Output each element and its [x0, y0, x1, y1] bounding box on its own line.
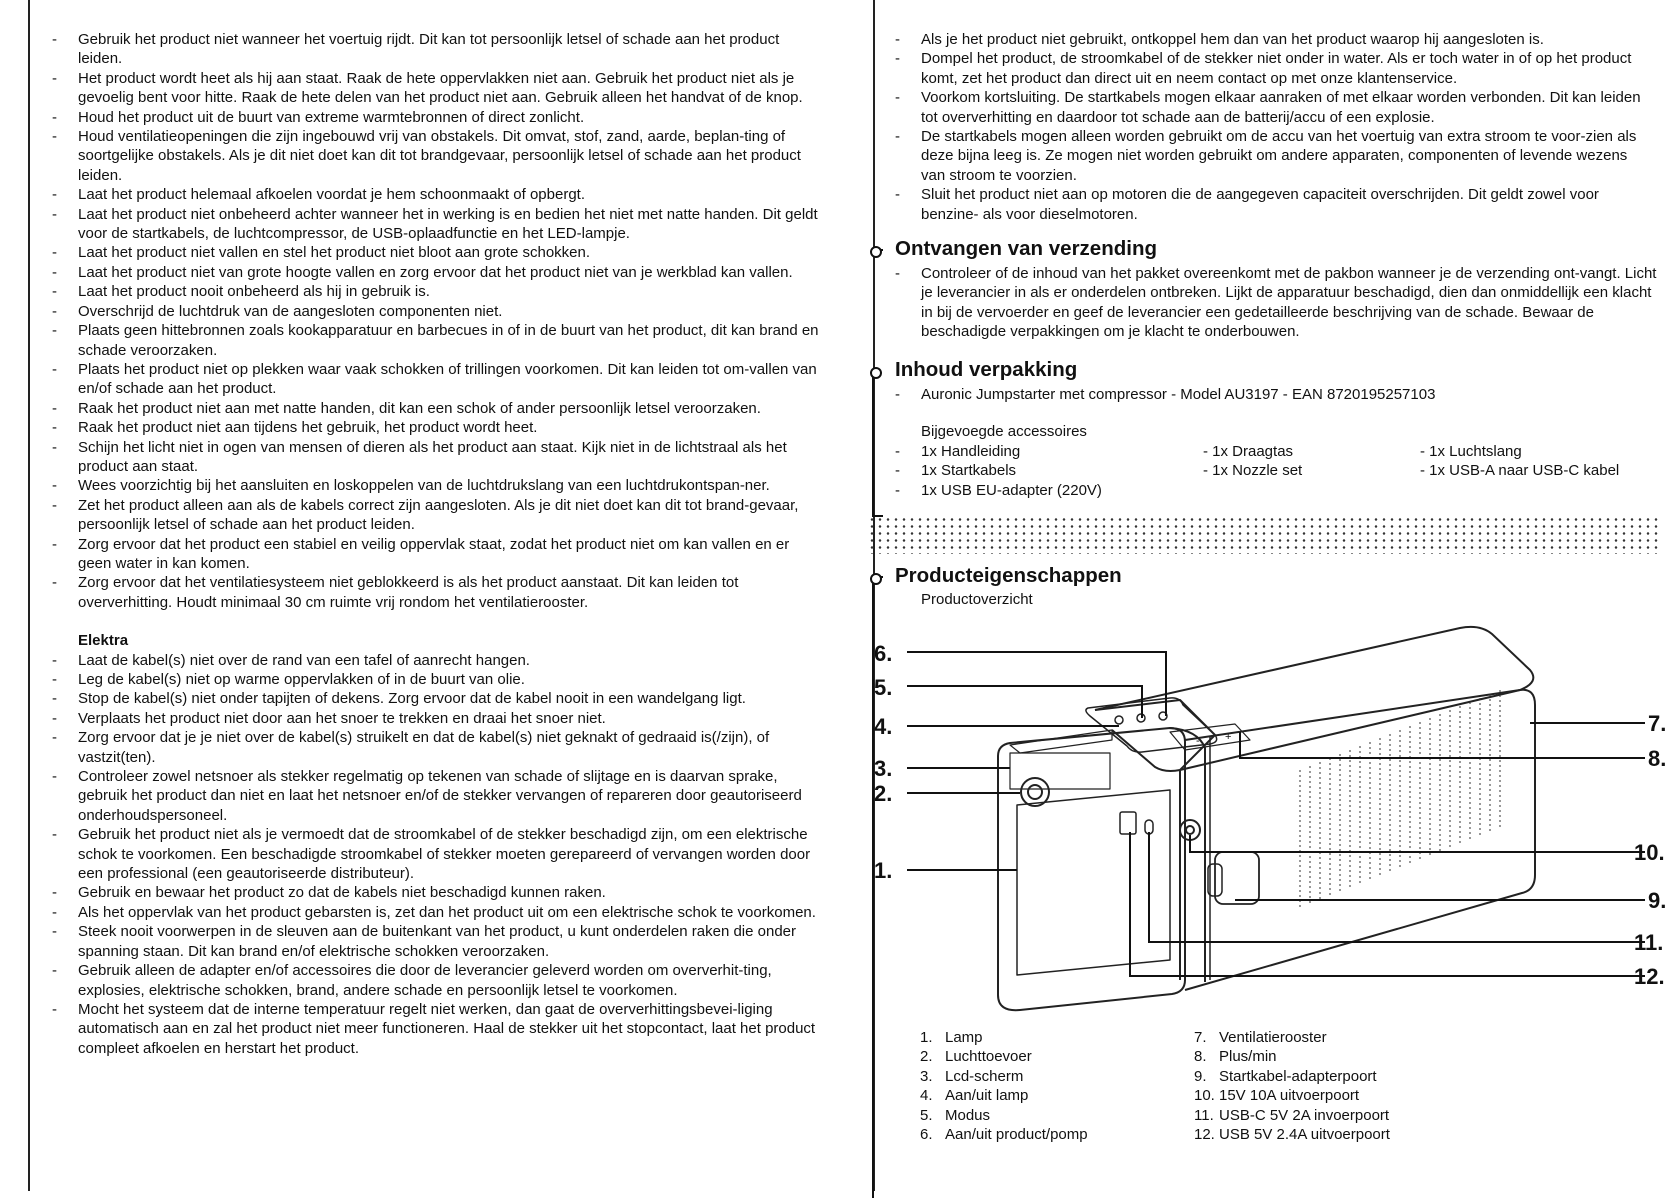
accessoires-col1	[895, 442, 1102, 500]
legend-item	[920, 1028, 1088, 1047]
safety-item-text: Zorg ervoor dat het ventilatiesysteem niet geblokkeerd is als het product aanstaat. Dit kan leiden tot oververhitting. Houdt minimaal 30 cm ruimte vrij rondom het ventilatierooster.	[78, 574, 739, 611]
bullet-dash: -	[895, 442, 900, 460]
callout-2: 2.	[874, 781, 893, 806]
bullet-dash: -	[52, 535, 57, 553]
elektra-item	[52, 651, 822, 670]
legend-number: 9.	[1194, 1067, 1207, 1085]
inhoud-main: - Auronic Jumpstarter met compressor - Model AU3197 - EAN 8720195257103	[895, 386, 1436, 403]
safety-item	[52, 418, 822, 437]
callout-1: 1.	[874, 858, 893, 883]
bullet-dash: -	[52, 186, 57, 204]
accessoires-title: Bijgevoegde accessoires	[921, 423, 1087, 441]
legend-number: 3.	[920, 1067, 933, 1085]
elektra-item-text: Leg de kabel(s) niet op warme oppervlakken of in de buurt van olie.	[78, 671, 525, 688]
elektra-item-text: Controleer zowel netsnoer als stekker regelmatig op tekenen van schade of slijtage en is daarvan sprake, gebruik het product dan niet en laat het netsnoer en/of de stekker vervangen of repareren door geautoriseerd onderhoudspersoneel.	[78, 768, 802, 824]
safety-item-text: Schijn het licht niet in ogen van mensen of dieren als het product aan staat. Kijk niet in de lichtstraal als het product aan staat.	[78, 438, 787, 475]
safety-item-text: Laat het product niet van grote hoogte vallen en zorg ervoor dat het product niet van je werkblad kan vallen.	[78, 263, 793, 281]
safety-item	[895, 30, 1655, 49]
legend-number: 5.	[920, 1106, 933, 1124]
safety-item-text: Voorkom kortsluiting. De startkabels mogen elkaar aanraken of met elkaar worden verbonden. Dit kan leiden tot oververhitting en daardoor tot schade aan de batterij/accu of een explosie.	[921, 89, 1641, 126]
bullet-dash: -	[52, 360, 57, 378]
safety-item	[52, 476, 822, 495]
bullet-dash: -	[52, 690, 57, 708]
elektra-item	[52, 670, 822, 689]
legend-number: 7.	[1194, 1029, 1207, 1046]
section-marker-icon	[870, 246, 882, 258]
safety-item-text: De startkabels mogen alleen worden gebruikt om de accu van het voertuig van extra stroom te voor-zien als deze bijna leeg is. Ze mogen niet worden gebruikt om andere apparaten, componenten of levende wezens van stroom te voorzien.	[921, 128, 1637, 184]
bullet-dash: -	[895, 462, 900, 480]
bullet-dash: -	[895, 128, 900, 146]
safety-item	[52, 573, 822, 612]
elektra-item	[52, 961, 822, 1000]
safety-item-text: Laat het product niet onbeheerd achter wanneer het in werking is en bedien het niet met natte handen. Dit geldt voor de startkabels, de luchtcompressor, de USB-oplaadfunctie en het LED-lampje.	[78, 205, 818, 243]
callout-12: 12.	[1634, 964, 1665, 989]
product-diagram	[874, 620, 1670, 1020]
elektra-item	[52, 709, 822, 728]
legend-number: 10.	[1194, 1087, 1215, 1105]
legend-item	[1194, 1067, 1390, 1086]
producteigenschappen-title: Producteigenschappen	[895, 564, 1122, 587]
bullet-dash: -	[895, 31, 900, 48]
legend-number: 6.	[920, 1126, 933, 1144]
bullet-dash: -	[52, 302, 57, 320]
bullet-dash: -	[52, 128, 57, 146]
accessory-text: 1x Startkabels	[921, 462, 1017, 480]
bullet-dash: -	[52, 884, 57, 902]
accessoires-col3	[1420, 442, 1619, 481]
safety-item	[52, 69, 822, 108]
safety-item	[52, 127, 822, 185]
legend-item	[1194, 1125, 1390, 1144]
elektra-item	[52, 689, 822, 708]
left-column	[52, 30, 822, 1058]
safety-item-text: Dompel het product, de stroomkabel of de stekker niet onder in water. Als er toch water in of op het product komt, zet het product dan direct uit en neem contact op met onze klantenservice.	[921, 50, 1632, 87]
section-inhoud	[875, 357, 1655, 502]
elektra-item	[52, 883, 822, 902]
elektra-item-text: Mocht het systeem dat de interne temperatuur regelt niet werken, dan gaat de oververhittingsbevei-liging automatisch aan en zal het product niet meer functioneren. Haal de stekker uit het stopcontact, laat het product compleet afkoelen en herstart het product.	[78, 1000, 816, 1057]
safety-item	[52, 321, 822, 360]
callout-4: 4.	[874, 714, 893, 739]
bullet-dash: -	[52, 709, 57, 727]
safety-item-text: Houd ventilatieopeningen die zijn ingebouwd vrij van obstakels. Dit omvat, stof, zand, aarde, beplan-ting of soortgelijke obstakels. Als je dit niet doet kan dit tot brandgevaar, persoonlijk letsel of schade aan het product leiden.	[78, 128, 801, 184]
accessory-item	[895, 442, 1102, 461]
callout-7: 7.	[1648, 711, 1667, 736]
bullet-dash: -	[52, 31, 57, 48]
legend-number: 11.	[1194, 1106, 1214, 1124]
legend-label: Aan/uit lamp	[945, 1087, 1029, 1105]
section-marker-icon	[870, 367, 882, 379]
bullet-dash: -	[52, 768, 57, 786]
ontvangen-text: - Controleer of de inhoud van het pakket overeenkomt met de pakbon wanneer je de verzending ont-vangt. Licht je leverancier in als er onderdelen ontbreken. Lijkt de apparatuur beschadigd, dien dan onmiddellijk een klacht in bij de vervoerder en geef de leverancier een gedetailleerde beschrijving van de schade. Bewaar de beschadigde verpakkingen om je klacht te onderbouwen.	[895, 265, 1657, 341]
safety-item	[52, 302, 822, 321]
elektra-item	[52, 825, 822, 883]
elektra-heading: Elektra	[78, 632, 129, 650]
legend-label: 15V 10A uitvoerpoort	[1219, 1087, 1360, 1105]
elektra-item-text: Verplaats het product niet door aan het snoer te trekken en draai het snoer niet.	[78, 709, 606, 727]
bullet-dash: -	[52, 263, 57, 281]
callout-6: 6.	[874, 641, 893, 666]
safety-item-text: Laat het product nooit onbeheerd als hij in gebruik is.	[78, 283, 430, 301]
bullet-dash: -	[52, 1000, 57, 1018]
plus-sign: +	[1225, 731, 1232, 743]
safety-item	[52, 108, 822, 127]
bullet-dash: -	[52, 322, 57, 340]
accessory-item	[1420, 461, 1619, 480]
safety-item	[52, 360, 822, 399]
safety-item-text: Zet het product alleen aan als de kabels correct zijn aangesloten. Als je dit niet doet kan dit tot brand-gevaar, persoonlijk letsel of schade aan het product leiden.	[78, 496, 799, 534]
accessory-item	[895, 461, 1102, 480]
safety-item-text: Zorg ervoor dat het product een stabiel en veilig oppervlak staat, zodat het product niet om kan vallen en er geen water in kan komen.	[78, 535, 790, 572]
legend-label: Luchttoevoer	[945, 1048, 1032, 1066]
inhoud-title: Inhoud verpakking	[895, 358, 1078, 381]
safety-item	[895, 88, 1655, 127]
legend-col1	[920, 1028, 1088, 1144]
legend-item	[920, 1047, 1088, 1066]
legend-item	[1194, 1047, 1390, 1066]
safety-item-text: Plaats het product niet op plekken waar vaak schokken of trillingen voorkomen. Dit kan leiden tot om-vallen van en/of schade aan het product.	[78, 360, 817, 398]
legend-label: Lcd-scherm	[945, 1067, 1024, 1085]
accessory-text: - 1x Draagtas	[1203, 442, 1294, 460]
callout-8: 8.	[1648, 746, 1667, 771]
bullet-dash: -	[52, 419, 57, 437]
safety-item	[52, 205, 822, 244]
legend-item	[1194, 1028, 1390, 1047]
accessory-item	[895, 481, 1102, 500]
legend-number: 8.	[1194, 1048, 1207, 1066]
bullet-dash: -	[895, 186, 900, 204]
dotted-separator	[868, 516, 1658, 554]
bullet-dash: -	[52, 477, 57, 495]
bullet-dash: -	[52, 69, 57, 87]
safety-item	[52, 535, 822, 574]
safety-item	[895, 49, 1655, 88]
legend-col2	[1194, 1028, 1390, 1144]
safety-item	[52, 243, 822, 262]
bullet-dash: -	[52, 283, 57, 301]
safety-item-text: Wees voorzichtig bij het aansluiten en loskoppelen van de luchtdrukslang van een luchtdrukontspan-ner.	[78, 477, 770, 495]
accessory-item	[1420, 442, 1619, 461]
right-top-list	[895, 30, 1655, 224]
legend-number: 2.	[920, 1048, 933, 1066]
accessory-text: 1x Handleiding	[921, 442, 1021, 460]
safety-item	[895, 127, 1655, 185]
legend-label: Plus/min	[1219, 1048, 1277, 1066]
bullet-dash: -	[52, 244, 57, 262]
accessory-text: - 1x USB-A naar USB-C kabel	[1420, 462, 1620, 480]
legend-item	[1194, 1086, 1390, 1105]
bullet-dash: -	[52, 205, 57, 223]
ontvangen-title: Ontvangen van verzending	[895, 237, 1157, 260]
elektra-item-text: Gebruik en bewaar het product zo dat de kabels niet beschadigd kunnen raken.	[78, 884, 606, 902]
safety-item-text: Laat het product niet vallen en stel het product niet bloot aan grote schokken.	[78, 244, 591, 262]
legend-item	[920, 1125, 1088, 1144]
legend-label: Aan/uit product/pomp	[945, 1126, 1088, 1144]
bullet-dash: -	[895, 481, 900, 499]
elektra-item-text: Zorg ervoor dat je je niet over de kabel(s) struikelt en dat de kabel(s) niet geknakt of gedraaid is(/zijn), of vastzit(ten).	[78, 729, 770, 766]
legend-number: 1.	[920, 1029, 933, 1046]
elektra-item	[52, 728, 822, 767]
legend-number: 12.	[1194, 1126, 1215, 1144]
safety-item	[52, 282, 822, 301]
accessory-item	[1203, 442, 1302, 461]
safety-item-text: Raak het product niet aan met natte handen, dit kan een schok of ander persoonlijk letsel veroorzaken.	[78, 399, 761, 417]
accessory-text: - 1x Luchtslang	[1420, 442, 1522, 460]
callout-9: 9.	[1648, 888, 1667, 913]
legend-label: USB-C 5V 2A invoerpoort	[1219, 1106, 1390, 1124]
bullet-dash: -	[52, 651, 57, 669]
safety-item	[52, 496, 822, 535]
elektra-item	[52, 903, 822, 922]
elektra-item-text: Stop de kabel(s) niet onder tapijten of dekens. Zorg ervoor dat de kabel nooit in een wandelgang ligt.	[78, 690, 746, 708]
safety-item-text: Raak het product niet aan tijdens het gebruik, het product wordt heet.	[78, 419, 538, 437]
bullet-dash: -	[52, 671, 57, 688]
elektra-item	[52, 922, 822, 961]
productoverzicht-subtitle: Productoverzicht	[921, 591, 1033, 608]
safety-item-text: Overschrijd de luchtdruk van de aangesloten componenten niet.	[78, 302, 503, 320]
safety-item-text: Het product wordt heet als hij aan staat. Raak de hete oppervlakken niet aan. Gebruik het product niet als je gevoelig bent voor hitte. Raak de hete delen van het product niet aan. Gebruik alleen het handvat of de knop.	[78, 69, 803, 107]
bullet-dash: -	[52, 962, 57, 980]
bullet-dash: -	[52, 496, 57, 514]
elektra-item-text: Steek nooit voorwerpen in de sleuven aan de buitenkant van het product, u kunt onderdelen raken die onder spanning staan. Dit kan brand en/of elektrische schokken veroorzaken.	[78, 923, 797, 960]
minus-sign: -	[1196, 735, 1200, 747]
bullet-dash: -	[52, 574, 57, 592]
legend-number: 4.	[920, 1087, 933, 1105]
safety-item	[52, 263, 822, 282]
legend-label: Startkabel-adapterpoort	[1219, 1067, 1377, 1085]
section-ontvangen	[875, 236, 1655, 342]
safety-item	[895, 185, 1655, 224]
accessory-text: - 1x Nozzle set	[1203, 462, 1303, 480]
callout-11: 11.	[1634, 930, 1664, 955]
elektra-item-text: Laat de kabel(s) niet over de rand van een tafel of aanrecht hangen.	[78, 651, 530, 669]
left-border-line	[28, 0, 30, 1191]
elektra-item-text: Gebruik alleen de adapter en/of accessoires die door de leverancier geleverd worden om oververhit-ting, explosies, elektrische schokken, brand, andere schade en persoonlijk letsel te voorkomen.	[78, 962, 772, 999]
accessory-item	[1203, 461, 1302, 480]
callout-5: 5.	[874, 675, 893, 700]
callout-3: 3.	[874, 756, 893, 781]
section-marker-icon	[870, 573, 882, 585]
safety-item-text: Sluit het product niet aan op motoren die de aangegeven capaciteit overschrijden. Dit geldt zowel voor benzine- als voor dieselmotoren.	[921, 186, 1599, 223]
legend-label: Lamp	[945, 1029, 983, 1046]
section-producteigenschappen	[875, 563, 1655, 609]
safety-item-text: Als je het product niet gebruikt, ontkoppel hem dan van het product waarop hij aangesloten is.	[921, 31, 1544, 48]
legend-item	[920, 1067, 1088, 1086]
safety-list	[52, 30, 822, 612]
safety-item-text: Plaats geen hittebronnen zoals kookapparatuur en barbecues in of in de buurt van het product, dit kan brand en schade veroorzaken.	[78, 322, 819, 359]
bullet-dash: -	[52, 903, 57, 921]
legend-label: Ventilatierooster	[1219, 1029, 1327, 1046]
accessory-text: 1x USB EU-adapter (220V)	[921, 481, 1102, 499]
bullet-dash: -	[895, 89, 900, 107]
legend-item	[920, 1106, 1088, 1125]
bullet-dash: -	[895, 50, 900, 68]
elektra-item	[52, 767, 822, 825]
elektra-item-text: Als het oppervlak van het product gebarsten is, zet dan het product uit om een elektrische schok te voorkomen.	[78, 903, 816, 921]
bullet-dash: -	[52, 826, 57, 844]
legend-label: Modus	[945, 1106, 991, 1124]
bullet-dash: -	[52, 399, 57, 417]
legend-label: USB 5V 2.4A uitvoerpoort	[1219, 1126, 1390, 1144]
legend-item	[1194, 1106, 1390, 1125]
safety-item-text: Houd het product uit de buurt van extreme warmtebronnen of direct zonlicht.	[78, 108, 585, 126]
bullet-dash: -	[52, 729, 57, 747]
bullet-dash: -	[52, 108, 57, 126]
callout-10: 10.	[1634, 840, 1665, 865]
legend-item	[920, 1086, 1088, 1105]
elektra-list	[52, 651, 822, 1059]
safety-item-text: Gebruik het product niet wanneer het voertuig rijdt. Dit kan tot persoonlijk letsel of schade aan het product leiden.	[78, 31, 780, 68]
elektra-item	[52, 1000, 822, 1058]
safety-item-text: Laat het product helemaal afkoelen voordat je hem schoonmaakt of opbergt.	[78, 186, 585, 204]
safety-item	[52, 185, 822, 204]
safety-item	[52, 30, 822, 69]
safety-item	[52, 438, 822, 477]
bullet-dash: -	[52, 923, 57, 941]
bullet-dash: -	[52, 438, 57, 456]
elektra-item-text: Gebruik het product niet als je vermoedt dat de stroomkabel of de stekker beschadigd zijn, om een elektrische schok te voorkomen. Een beschadigde stroomkabel of stekker moeten gerepareerd of vervangen worden door een professional (een geautoriseerde distributeur).	[78, 826, 811, 883]
safety-item	[52, 399, 822, 418]
accessoires-col2	[1203, 442, 1302, 481]
